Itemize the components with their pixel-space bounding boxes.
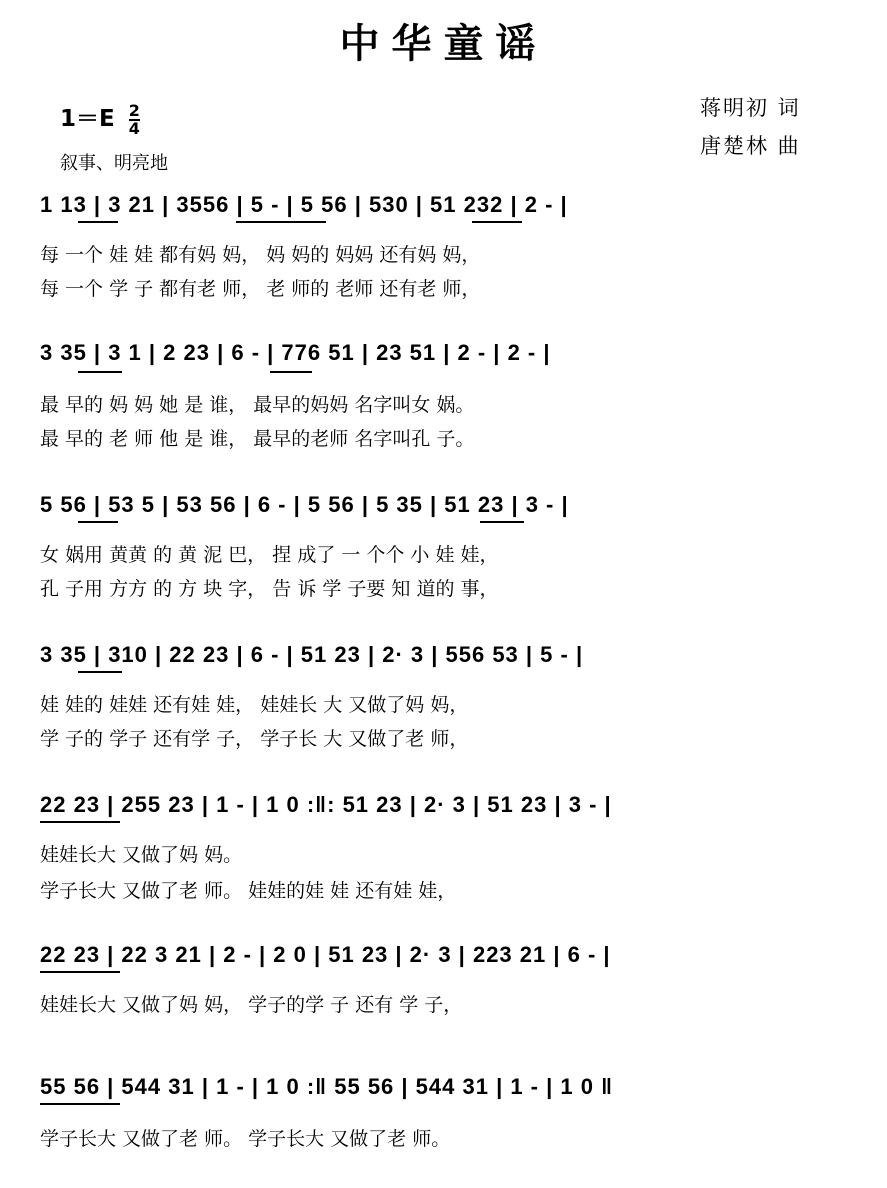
lyricist-credit: 蒋明初 词 (700, 96, 801, 120)
lyrics-line-1-verse-1: 每 一个 娃 娃 都有妈 妈， 妈 妈的 妈妈 还有妈 妈， (40, 244, 481, 266)
song-title: 中华童谣 (339, 20, 548, 67)
notation-line-7: 55 56 | 544 31 | 1 - | 1 0 :‖ 55 56 | 544 31 | 1 - | 1 0 ‖ (40, 1074, 614, 1099)
lyrics-line-2-verse-1: 最 早的 妈 妈 她 是 谁， 最早的妈妈 名字叫女 娲。 (40, 394, 475, 416)
tempo-marking: 叙事、明亮地 (60, 153, 168, 174)
notation-line-2: 3 35 | 3 1 | 2 23 | 6 - | 776 51 | 23 51 | 2 - | 2 - | (40, 340, 551, 365)
lyrics-line-7-verse-1: 学子长大 又做了老 师。 学子长大 又做了老 师。 (40, 1128, 451, 1150)
lyrics-line-1-verse-2: 每 一个 学 子 都有老 师， 老 师的 老师 还有老 师， (40, 278, 481, 300)
notation-line-3: 5 56 | 53 5 | 53 56 | 6 - | 5 56 | 5 35 | 51 23 | 3 - | (40, 492, 569, 517)
key-signature (60, 100, 140, 137)
notation-line-4: 3 35 | 310 | 22 23 | 6 - | 51 23 | 2· 3 | 556 53 | 5 - | (40, 642, 584, 667)
lyrics-line-2-verse-2: 最 早的 老 师 他 是 谁， 最早的老师 名字叫孔 子。 (40, 428, 475, 450)
notation-line-5: 22 23 | 255 23 | 1 - | 1 0 :‖: 51 23 | 2· 3 | 51 23 | 3 - | (40, 792, 612, 817)
lyrics-line-4-verse-1: 娃 娃的 娃娃 还有娃 娃， 娃娃长 大 又做了妈 妈， (40, 694, 469, 716)
time-signature (128, 100, 140, 138)
lyrics-line-5-verse-2: 学子长大 又做了老 师。 娃娃的娃 娃 还有娃 娃， (40, 880, 457, 902)
composer-credit: 唐楚林 曲 (700, 134, 801, 158)
lyrics-line-6-verse-1: 娃娃长大 又做了妈 妈， 学子的学 子 还有 学 子， (40, 994, 463, 1016)
notation-line-6: 22 23 | 22 3 21 | 2 - | 2 0 | 51 23 | 2· 3 | 223 21 | 6 - | (40, 942, 611, 967)
lyrics-line-3-verse-2: 孔 子用 方方 的 方 块 字， 告 诉 学 子要 知 道的 事， (40, 578, 499, 600)
lyrics-line-4-verse-2: 学 子的 学子 还有学 子， 学子长 大 又做了老 师， (40, 728, 469, 750)
time-signature-bottom: 4 (128, 118, 140, 138)
lyrics-line-3-verse-1: 女 娲用 黄黄 的 黄 泥 巴， 捏 成了 一 个个 小 娃 娃， (40, 544, 499, 566)
lyrics-line-5-verse-1: 娃娃长大 又做了妈 妈。 (40, 844, 243, 866)
time-signature-top: 2 (128, 100, 140, 120)
key-label: 1＝E (60, 106, 115, 132)
notation-line-1: 1 13 | 3 21 | 3556 | 5 - | 5 56 | 530 | 51 232 | 2 - | (40, 192, 568, 217)
